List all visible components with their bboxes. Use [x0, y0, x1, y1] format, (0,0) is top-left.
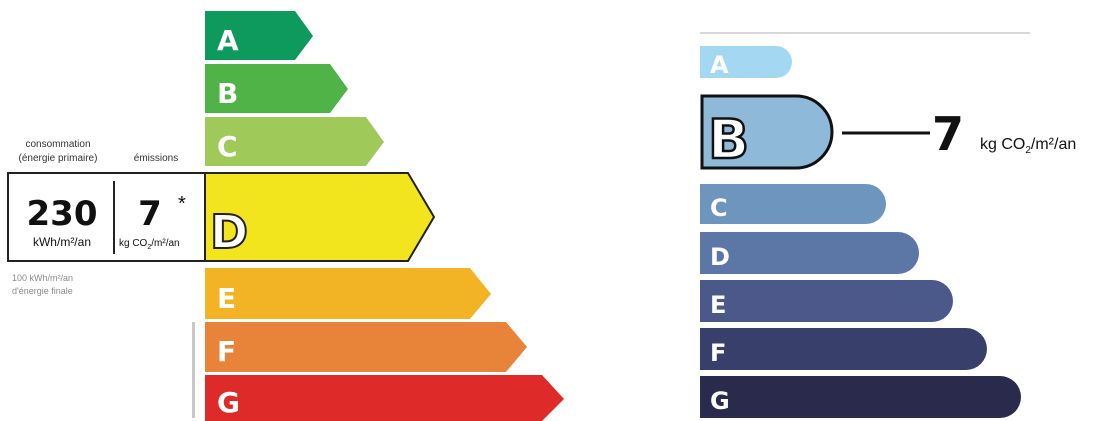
climate-bar-e [700, 280, 953, 322]
emissions-marker: * [178, 193, 186, 215]
bar-letter: B [217, 77, 239, 110]
scale-ruler [192, 322, 195, 418]
bar-letter: B [708, 108, 750, 171]
bar-shape [700, 232, 919, 274]
bar-letter: D [710, 243, 730, 271]
climate-bar-b [702, 96, 832, 171]
bar-letter: A [710, 51, 729, 79]
climate-label [700, 33, 1076, 418]
final-energy-line2: d'énergie finale [12, 286, 73, 296]
climate-bar-a [700, 46, 792, 79]
bar-shape [205, 268, 491, 319]
emissions-unit: kg $CO_2/m^2/an$ [119, 238, 180, 251]
bar-letter: E [217, 282, 237, 315]
final-energy-line1: 100 kWh/m²/an [12, 273, 74, 283]
energy-label [8, 11, 564, 421]
bar-shape [205, 375, 564, 421]
consumption-title-line1: consommation [25, 139, 91, 150]
climate-bar-c [700, 184, 886, 224]
emissions-title: émissions [133, 153, 179, 164]
bar-letter: A [217, 24, 239, 57]
climate-unit: kg $CO_2/m^2/an$ [980, 136, 1077, 156]
climate-value: 7 [932, 107, 965, 161]
bar-shape [700, 184, 886, 224]
energy-bar-e [205, 268, 491, 319]
energy-bar-b [205, 64, 348, 113]
energy-bar-a [205, 11, 313, 60]
energy-bar-c [205, 117, 384, 166]
emissions-value: 7 [138, 194, 162, 234]
climate-bar-d [700, 232, 919, 274]
bar-letter: D [210, 205, 249, 259]
bar-letter: G [710, 387, 730, 415]
consumption-value: 230 [26, 194, 98, 234]
bar-letter: F [710, 339, 727, 367]
bar-shape [700, 376, 1021, 418]
bar-letter: C [710, 194, 728, 222]
energy-bar-f [205, 322, 527, 372]
bar-letter: E [710, 291, 727, 319]
consumption-title-line2: (énergie primaire) [18, 153, 98, 164]
climate-bar-g [700, 376, 1021, 418]
bar-letter: G [217, 386, 240, 419]
bar-shape [205, 322, 527, 372]
climate-bar-f [700, 328, 987, 370]
bar-letter: C [217, 130, 238, 163]
bar-shape [700, 280, 953, 322]
consumption-unit: kWh/m²/an [32, 235, 92, 249]
energy-bar-d [205, 173, 434, 261]
energy-bar-g [205, 375, 564, 421]
bar-shape [700, 328, 987, 370]
bar-letter: F [217, 335, 237, 368]
